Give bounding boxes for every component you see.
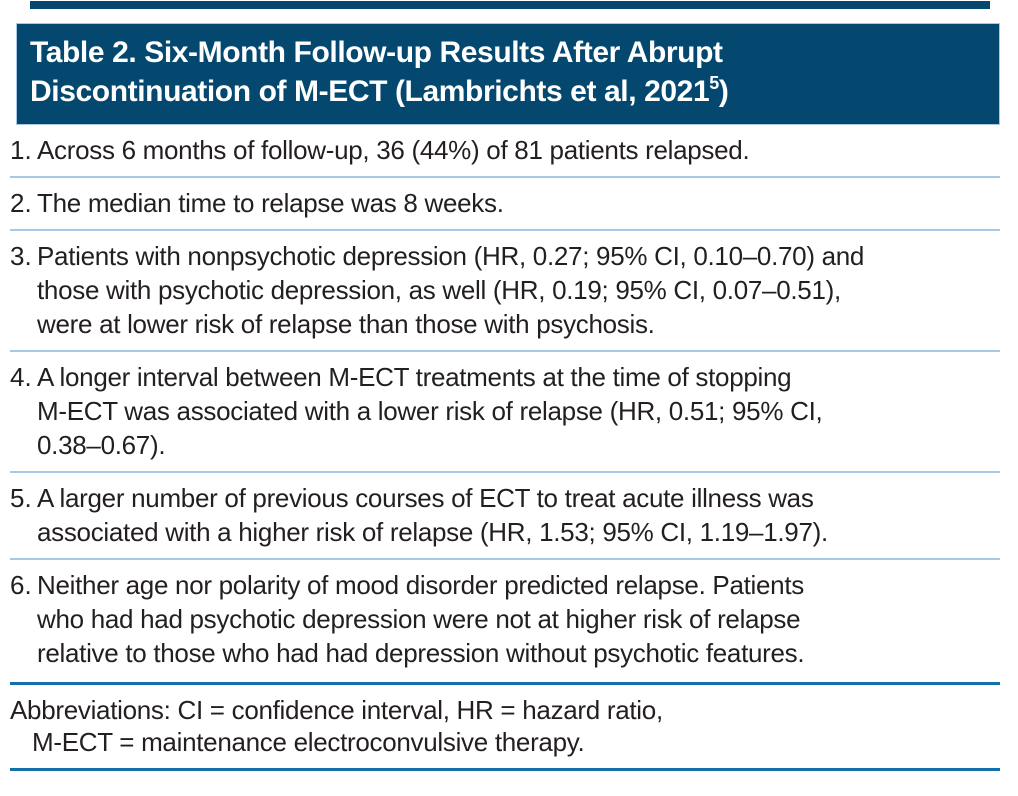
row-text [37,186,1002,220]
row-text-line: M-ECT was associated with a lower risk of relapse (HR, 0.51; 95% CI, [37,396,823,426]
row-number: 5. [10,483,32,513]
table-title-line2 [30,72,989,111]
table-row-1 [10,125,1002,176]
row-text-line: A longer interval between M-ECT treatments at the time of stopping [37,362,792,392]
row-number: 2. [10,188,32,218]
table-row-4 [10,352,1002,471]
row-number: 3. [10,241,32,271]
row-text-line: The median time to relapse was 8 weeks. [37,188,504,218]
table-body [10,125,1002,771]
row-text-line: 0.38–0.67). [37,430,166,460]
row-text [37,568,1002,670]
row-text-line: relative to those who had had depression without psychotic features. [37,638,805,668]
abbreviations-line1: Abbreviations: CI = confidence interval, HR = hazard ratio, [10,695,663,725]
row-text [37,133,1002,167]
row-number: 4. [10,362,32,392]
row-text-line: Neither age nor polarity of mood disorder predicted relapse. Patients [37,570,804,600]
row-text-line: those with psychotic depression, as well (HR, 0.19; 95% CI, 0.07–0.51), [37,275,841,305]
table-row-6 [10,560,1002,679]
top-accent-rule [30,1,990,9]
table-title-line2-text: Discontinuation of M-ECT (Lambrichts et al, 2021 [30,75,710,108]
table-row-2 [10,178,1002,229]
table-row-5 [10,473,1002,558]
row-text [37,360,1002,462]
abbreviations-line2: M-ECT = maintenance electroconvulsive therapy. [32,727,585,757]
row-text-line: Patients with nonpsychotic depression (HR, 0.27; 95% CI, 0.10–0.70) and [37,241,865,271]
row-number: 1. [10,135,32,165]
table-row-3 [10,231,1002,350]
row-text [37,239,1002,341]
reference-superscript: 5 [709,73,719,93]
table-title-line1: Table 2. Six-Month Follow-up Results After Abrupt [30,36,723,69]
row-text-line: associated with a higher risk of relapse (HR, 1.53; 95% CI, 1.19–1.97). [37,517,828,547]
row-text-line: were at lower risk of relapse than those with psychosis. [37,309,655,339]
abbreviations-note [10,685,1002,768]
table-title-line2-close: ) [718,75,729,108]
row-text-line: Across 6 months of follow-up, 36 (44%) of 81 patients relapsed. [37,135,750,165]
row-text-line: A larger number of previous courses of ECT to treat acute illness was [37,483,814,513]
row-text-line: who had had psychotic depression were not at higher risk of relapse [37,604,801,634]
row-text [37,481,1002,549]
table-title-bar [16,23,1000,125]
row-number: 6. [10,570,32,600]
bottom-rule [10,768,1000,771]
